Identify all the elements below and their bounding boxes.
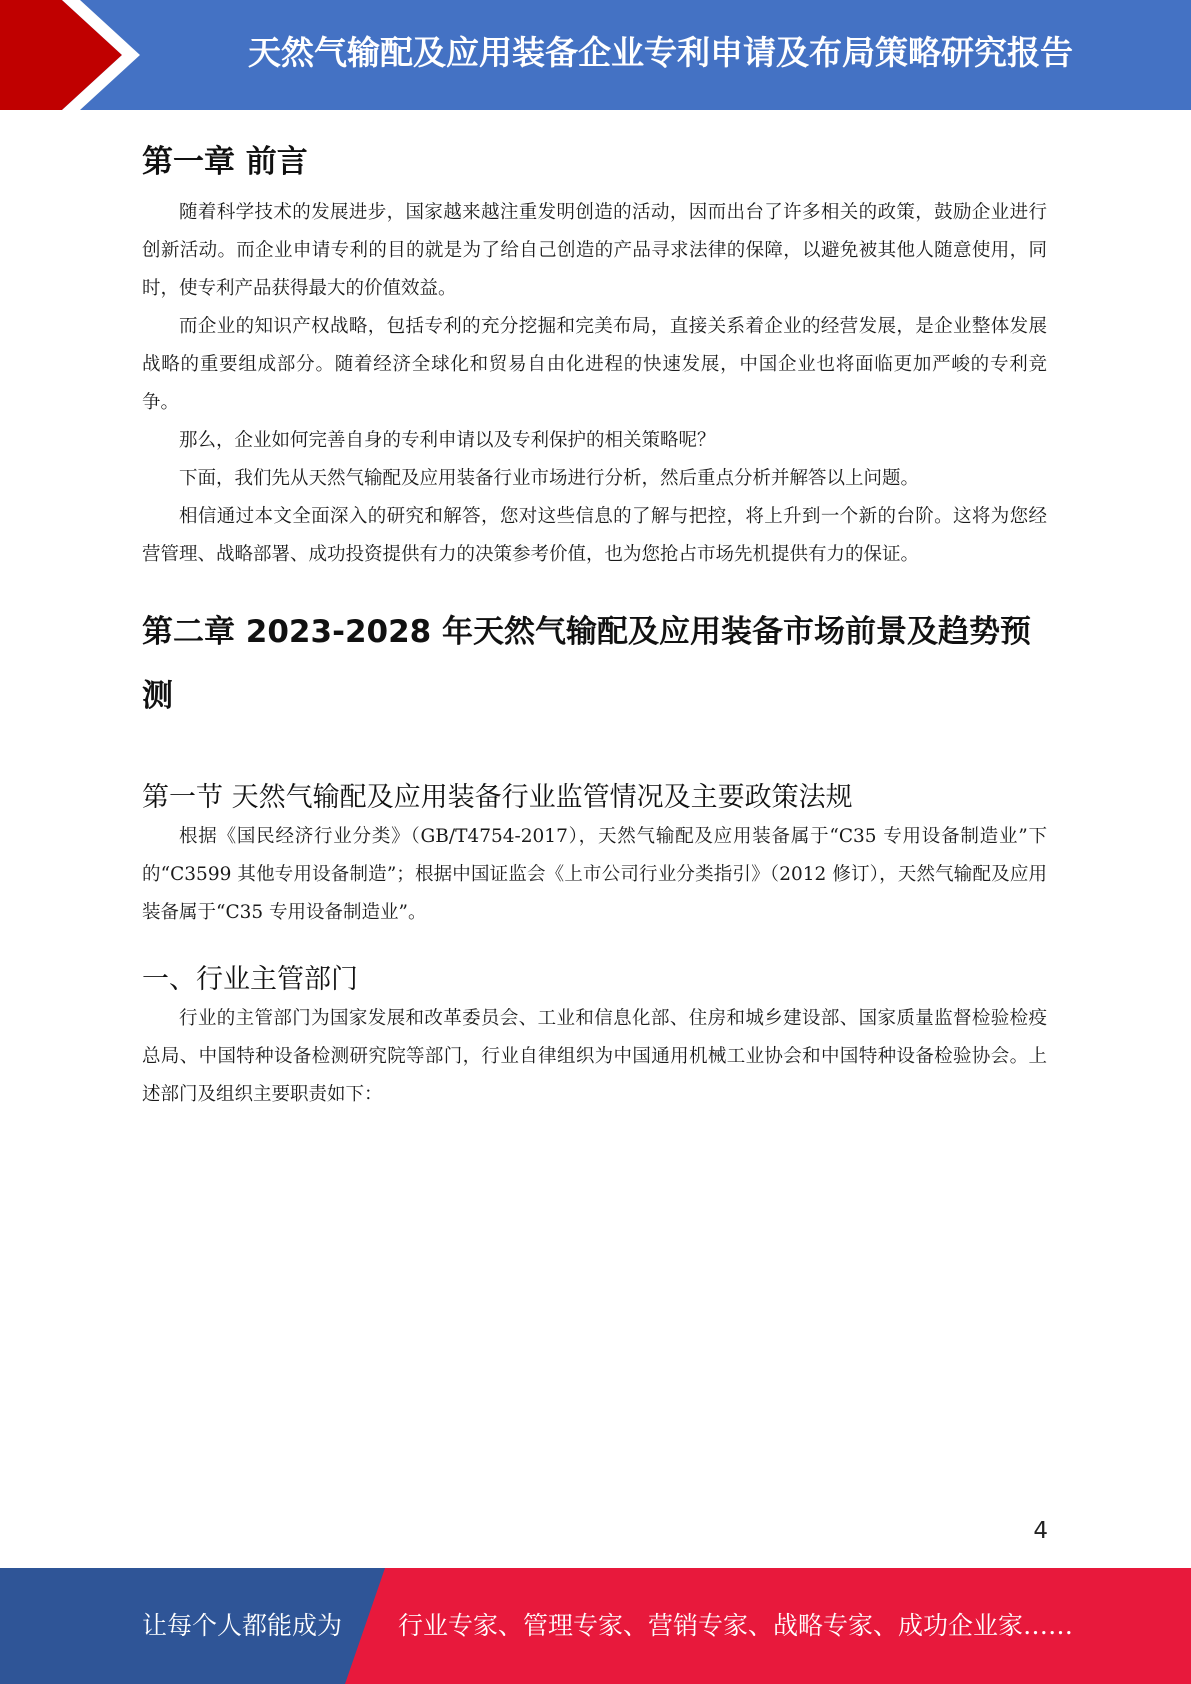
chapter-1-paragraph-2: 而企业的知识产权战略，包括专利的充分挖掘和完美布局，直接关系着企业的经营发展，是企业整体发展战略的重要组成部分。随着经济全球化和贸易自由化进程的快速发展，中国企业也将面临更加严峻的专利竞争。: [142, 316, 1047, 413]
chapter-1-paragraph-3: 那么，企业如何完善自身的专利申请以及专利保护的相关策略呢？: [179, 430, 716, 451]
header-banner: [0, 0, 1191, 110]
section-1-title: 第一节 天然气输配及应用装备行业监管情况及主要政策法规: [142, 782, 853, 813]
footer-slogan-left: 让每个人都能成为: [142, 1611, 343, 1640]
chapter-1-title: 第一章 前言: [142, 144, 308, 180]
subsection-1-title: 一、行业主管部门: [142, 964, 358, 995]
report-title: 天然气输配及应用装备企业专利申请及布局策略研究报告: [248, 33, 1073, 72]
subsection-1-paragraph: 行业的主管部门为国家发展和改革委员会、工业和信息化部、住房和城乡建设部、国家质量监督检验检疫总局、中国特种设备检测研究院等部门，行业自律组织为中国通用机械工业协会和中国特种设备检验协会。上述部门及组织主要职责如下：: [142, 1008, 1047, 1105]
section-1-paragraph: 根据《国民经济行业分类》（GB/T4754-2017），天然气输配及应用装备属于“C35 专用设备制造业”下的“C3599 其他专用设备制造”；根据中国证监会《上市公司行业分类指引》（2012 修订），天然气输配及应用装备属于“C35 专用设备制造业”。: [142, 826, 1047, 923]
document-body: [142, 110, 1047, 1114]
footer-banner: [0, 1568, 1191, 1684]
header-chevron-decoration: [0, 0, 160, 110]
chapter-2-title: 第二章 2023-2028 年天然气输配及应用装备市场前景及趋势预测: [142, 614, 1032, 714]
chapter-1-paragraph-5: 相信通过本文全面深入的研究和解答，您对这些信息的了解与把控，将上升到一个新的台阶。这将为您经营管理、战略部署、成功投资提供有力的决策参考价值，也为您抢占市场先机提供有力的保证。: [142, 506, 1047, 565]
page-number: 4: [1033, 1518, 1048, 1544]
chapter-1-paragraph-4: 下面，我们先从天然气输配及应用装备行业市场进行分析，然后重点分析并解答以上问题。: [179, 468, 920, 489]
footer-slogan-right: 行业专家、管理专家、营销专家、战略专家、成功企业家……: [398, 1611, 1074, 1640]
chapter-1-paragraph-1: 随着科学技术的发展进步，国家越来越注重发明创造的活动，因而出台了许多相关的政策，鼓励企业进行创新活动。而企业申请专利的目的就是为了给自己创造的产品寻求法律的保障，以避免被其他人随意使用，同时，使专利产品获得最大的价值效益。: [142, 202, 1047, 299]
